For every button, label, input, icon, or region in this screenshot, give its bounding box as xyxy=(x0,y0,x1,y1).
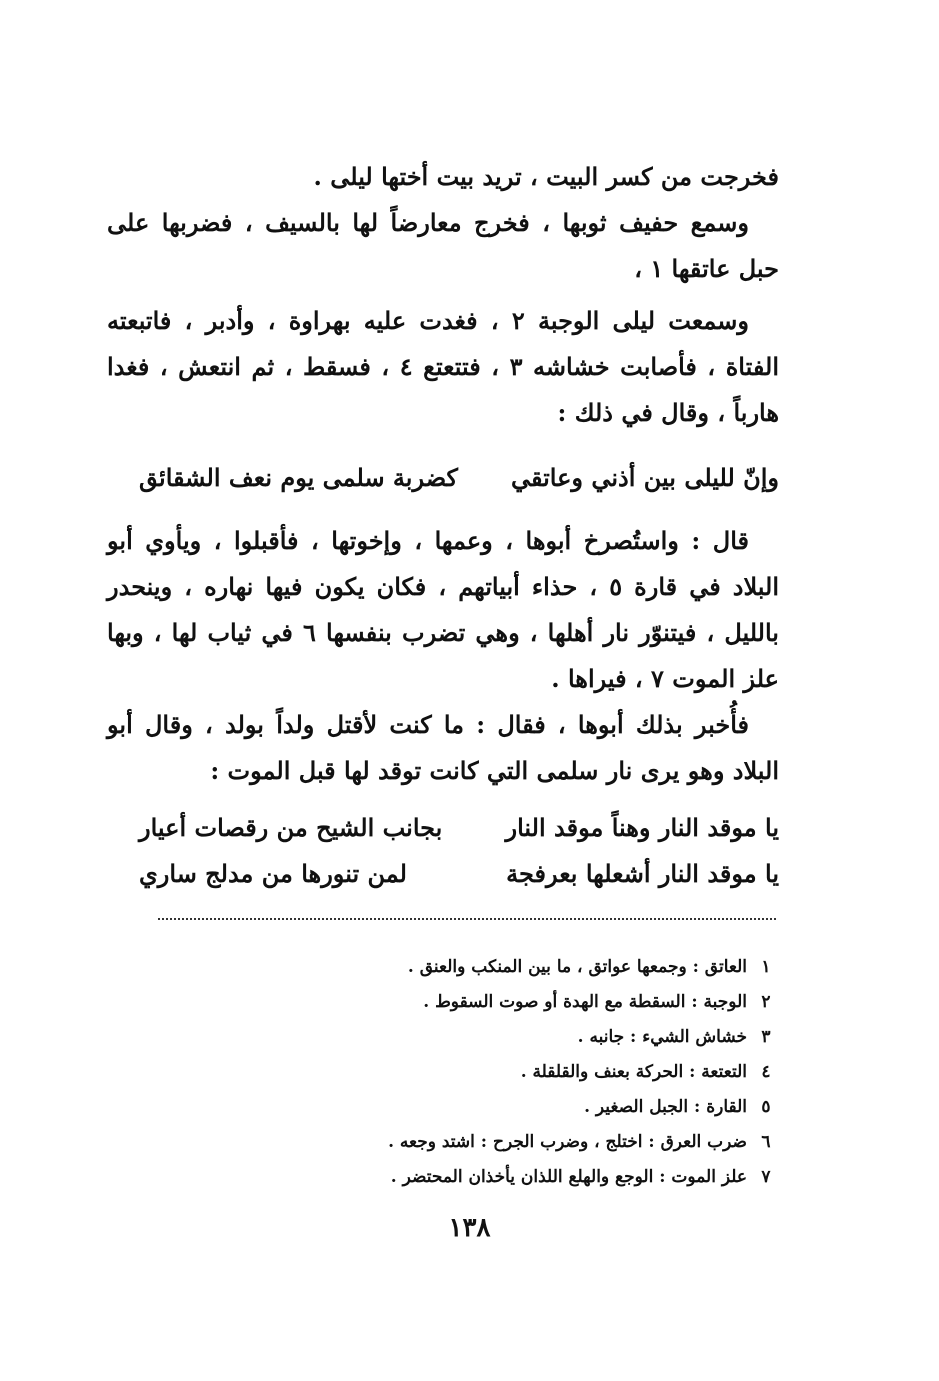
verse-line xyxy=(139,854,779,894)
verse-hemistich-right: وإنّ لليلى بين أذني وعاتقي xyxy=(510,463,779,492)
footnotes xyxy=(171,950,771,1195)
footnote-number: ٤ xyxy=(761,1062,771,1082)
verse-hemistich-left: بجانب الشيح من رقصات أعيار xyxy=(139,813,443,842)
footnote-text: علز الموت : الوجع والهلع اللذان يأخذان المحتضر . xyxy=(390,1167,747,1187)
paragraph: قال : واستُصرخ أبوها ، وعمها ، وإخوتها ، فأقبلوا ، ويأوي أبو البلاد في قارة ٥ ، حذاء أبياتهم ، فكان يكون فيها نهاره ، وينحدر بالليل ، فيتنوّر نار أهلها ، وهي تضرب بنفسها ٦ في ثياب لها ، وبها علز الموت ٧ ، فيراها . xyxy=(107,526,779,693)
verse-hemistich-left: لمن تنورها من مدلج ساري xyxy=(139,859,407,888)
footnote xyxy=(171,1020,771,1055)
footnote xyxy=(171,985,771,1020)
footnote-text: ضرب العرق : اختلج ، وضرب الجرح : اشتد وجعه . xyxy=(388,1132,747,1152)
paragraph: وسمع حفيف ثوبها ، فخرج معارضاً لها بالسيف ، فضربها على حبل عاتقها ١ ، xyxy=(107,208,779,283)
verse-hemistich-right: يا موقد النار وهناً موقد النار xyxy=(505,813,779,842)
footnote xyxy=(171,950,771,985)
footnote-text: خشاش الشيء : جانبه . xyxy=(577,1027,747,1047)
footnote-divider xyxy=(158,918,776,920)
main-text-block-2 xyxy=(107,518,779,794)
paragraph: فأُخبر بذلك أبوها ، فقال : ما كنت لأقتل ولداً بولد ، وقال أبو البلاد وهو يرى نار سلمى التي كانت توقد لها قبل الموت : xyxy=(107,710,779,785)
footnote-text: العاتق : وجمعها عواتق ، ما بين المنكب والعنق . xyxy=(407,957,747,977)
footnote xyxy=(171,1125,771,1160)
footnote-number: ٧ xyxy=(761,1167,771,1187)
footnote-number: ٦ xyxy=(761,1132,771,1152)
verse-hemistich-left: كضربة سلمى يوم نعف الشقائق xyxy=(139,463,458,492)
verse-hemistich-right: يا موقد النار أشعلها بعرفجة xyxy=(506,859,779,888)
main-text-block xyxy=(107,154,779,436)
footnote xyxy=(171,1160,771,1195)
footnote-number: ٥ xyxy=(761,1097,771,1117)
verse-line xyxy=(139,458,779,498)
paragraph: وسمعت ليلى الوجبة ٢ ، فغدت عليه بهراوة ، وأدبر ، فاتبعته الفتاة ، فأصابت خشاشه ٣ ، فتتعتع ٤ ، فسقط ، ثم انتعش ، فغدا هارباً ، وقال في ذلك : xyxy=(107,306,779,427)
footnote-number: ٣ xyxy=(761,1027,771,1047)
footnote-number: ٢ xyxy=(761,992,771,1012)
footnote-text: التعتعة : الحركة بعنف والقلقلة . xyxy=(520,1062,747,1082)
verse-line xyxy=(139,808,779,848)
paragraph: فخرجت من كسر البيت ، تريد بيت أختها ليلى . xyxy=(313,162,779,191)
footnote-text: القارة : الجبل الصغير . xyxy=(584,1097,747,1117)
footnote-number: ١ xyxy=(761,957,771,977)
page-number: ١٣٨ xyxy=(448,1213,491,1243)
footnote xyxy=(171,1090,771,1125)
footnote xyxy=(171,1055,771,1090)
footnote-text: الوجبة : السقطة مع الهدة أو صوت السقوط . xyxy=(423,992,747,1012)
